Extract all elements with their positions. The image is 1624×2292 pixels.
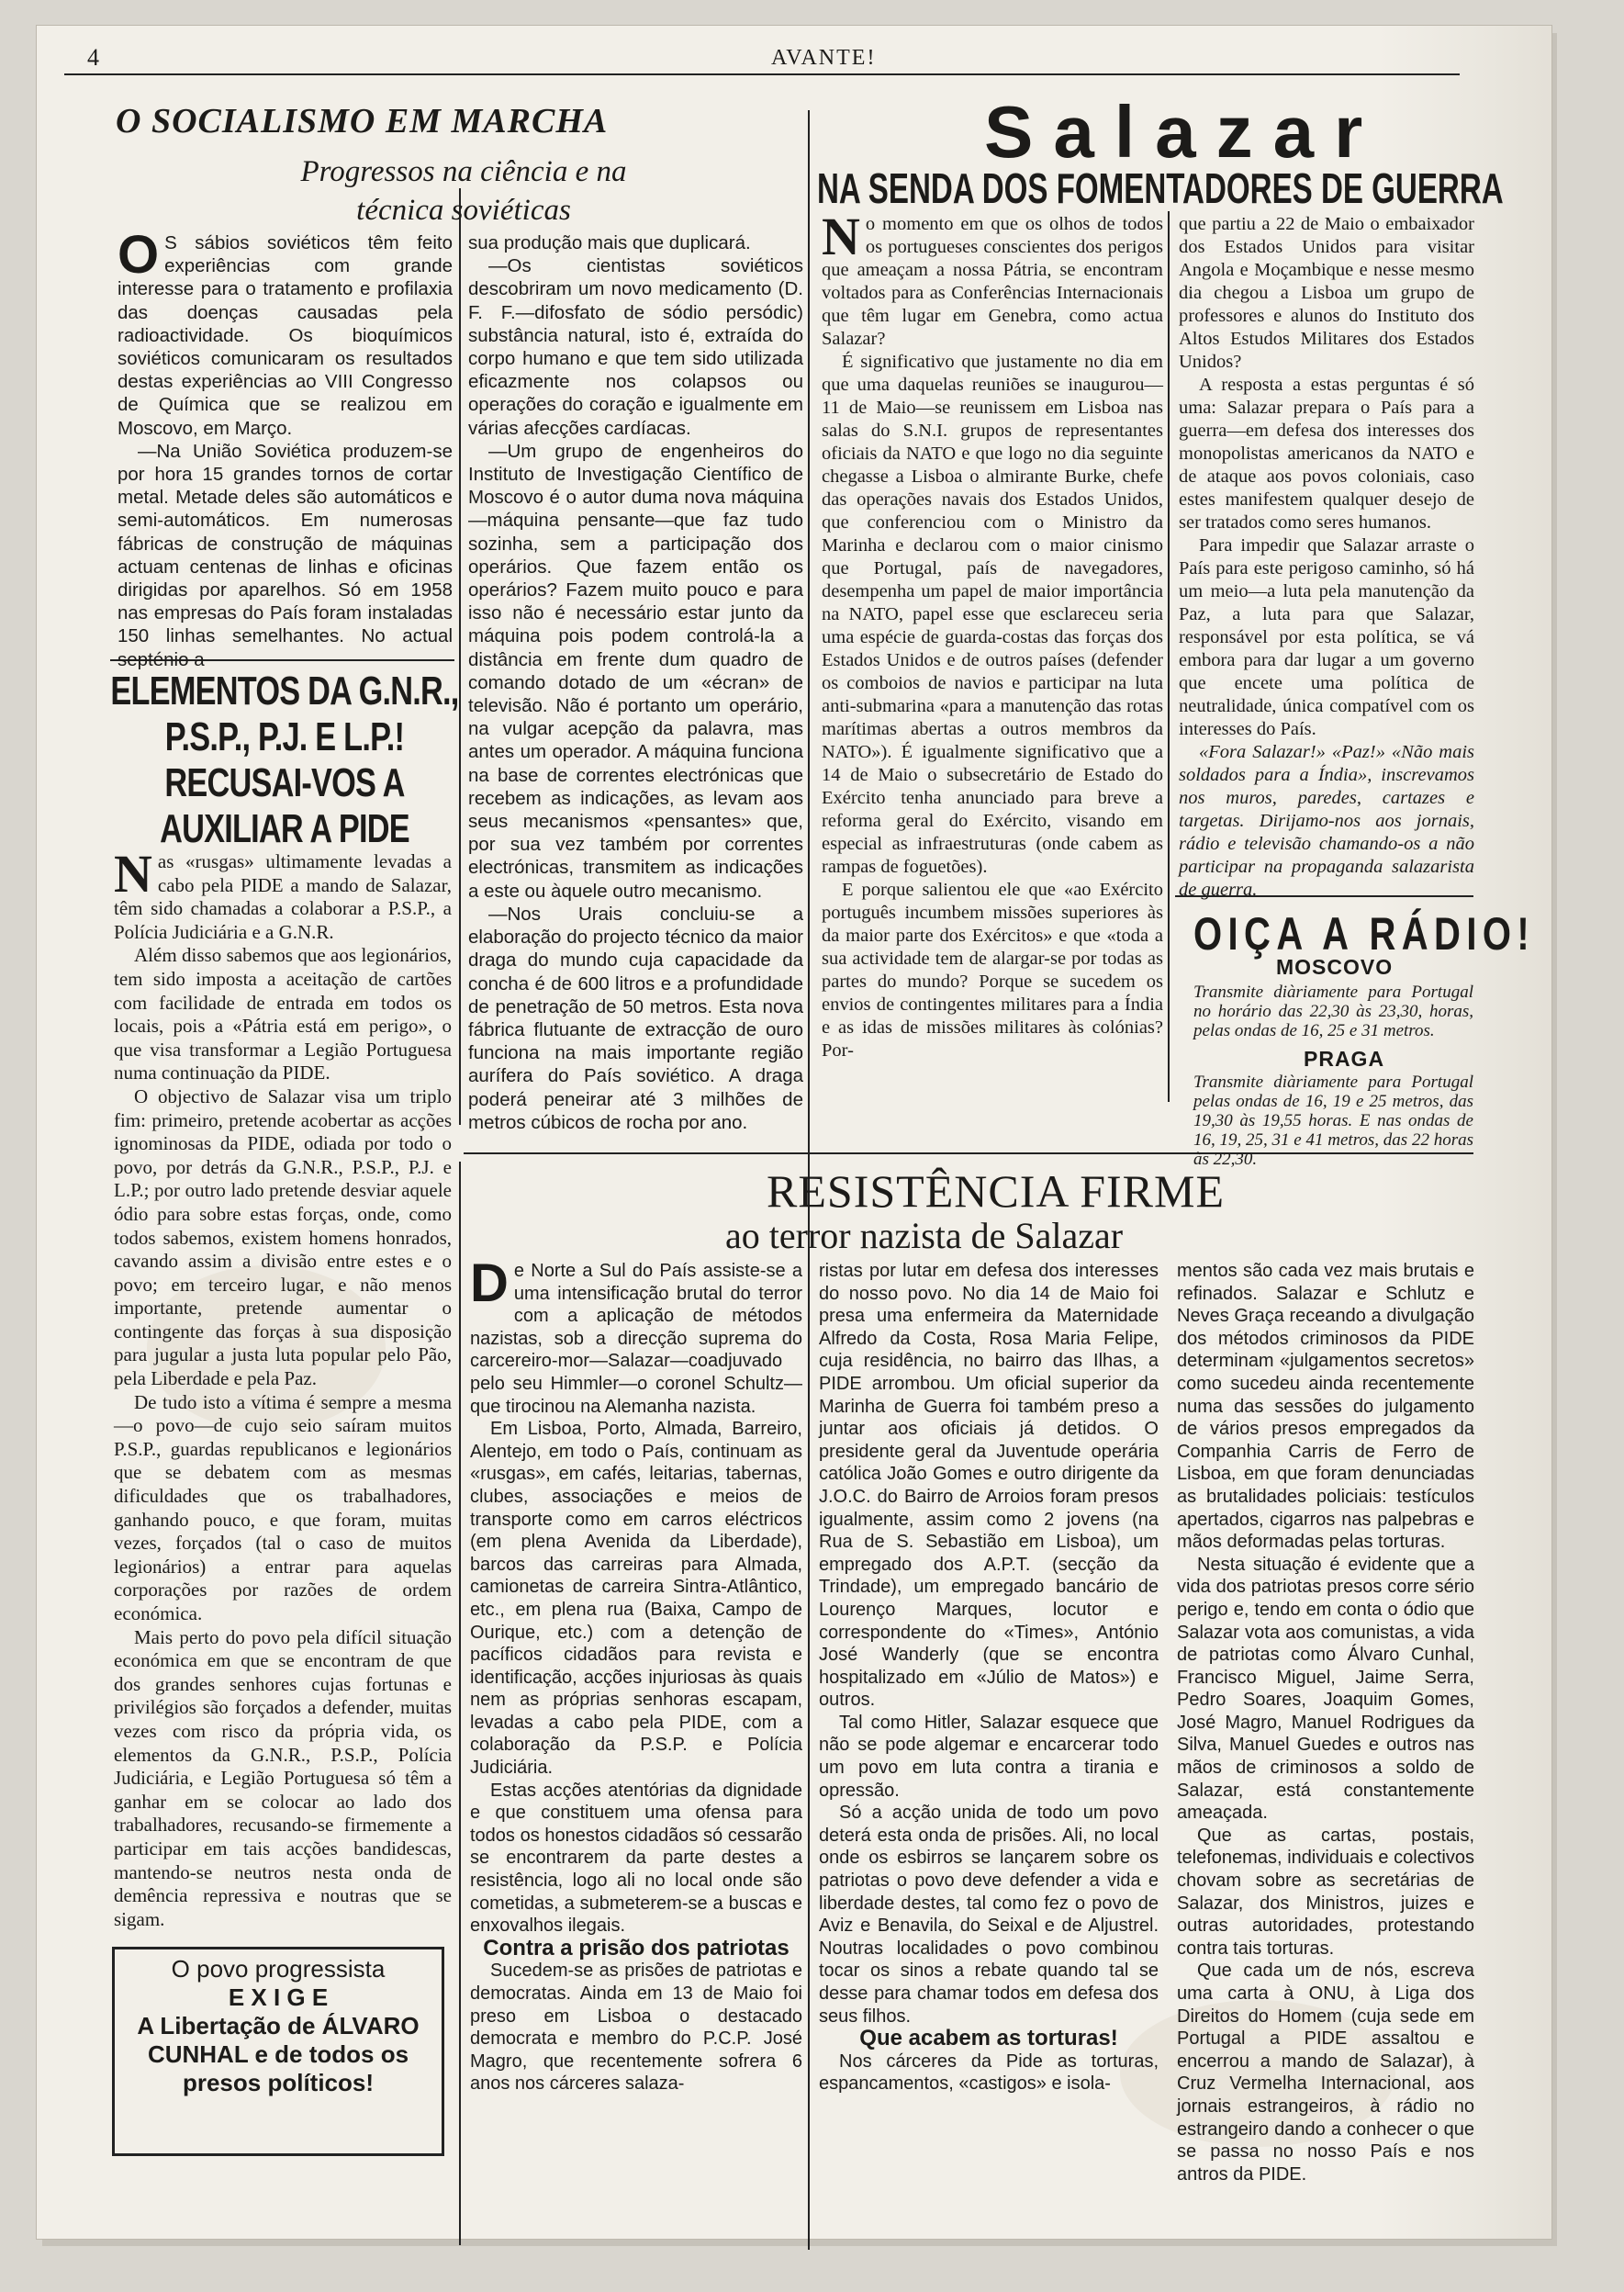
radio-title: OIÇA A RÁDIO!	[1193, 908, 1536, 960]
paragraph: e Norte a Sul do País assiste-se a uma intensificação brutal do terror com a aplicação de métodos nazistas, sob a direcção suprema do carcereiro-mor—Salazar—coadjuvado pelo seu Himmler—o coronel Schultz—que tirocinou na Alemanha nazista.	[470, 1261, 802, 1417]
paper-name: AVANTE!	[771, 46, 877, 70]
paragraph: Além disso sabemos que aos legionários, tem sido imposta a aceitação de cartões com facilidade de entrada em todos os locais, pois a «Pátria está em perigo», o que visa transformar a Legião Portuguesa numa continuação da PIDE.	[114, 944, 452, 1084]
salazar-title: Salazar	[984, 91, 1383, 173]
paragraph: Mais perto do povo pela difícil situação económica em que se encontram de que dos grandes senhores cujas fortunas e privilégios são forçados a defender, muitas vezes com risco da própria vida, os elementos da G.N.R., P.S.P., Polícia Judiciária, e Legião Portuguesa só têm a ganhar em se colocar ao lado dos trabalhadores, recusando-se firmemente a participar em tais acções bandidescas, mantendo-se neutros nesta onda de demência repressiva e noutras que se sigam.	[114, 1625, 452, 1930]
box-line: CUNHAL e de todos os	[147, 2040, 409, 2068]
resist-subtitle: ao terror nazista de Salazar	[725, 1215, 1124, 1256]
paragraph: S sábios soviéticos têm feito experiências com grande interesse para o tratamento e profilaxia das doenças causadas pela radioactividade. Os bioquímicos soviéticos comunicaram os resultados destas experiências ao VIII Congresso de Química que se realizou em Moscovo, em Março.	[118, 232, 453, 439]
radio-text-moscow: Transmite diàriamente para Portugal no horário das 22,30 às 23,30, horas, pelas ondas de 16, 25 e 31 metros.	[1193, 983, 1473, 1040]
page-number: 4	[87, 44, 99, 71]
paragraph: —Nos Urais concluiu-se a elaboração do projecto técnico da maior draga do mundo cuja capacidade da concha é de 600 litros e a profundidade de penetração de 50 metros. Esta nova fábrica flutuante de extracção de ouro funciona na mais importante região aurífera do País soviético. A draga poderá peneirar até 3 milhões de metros cúbicos de rocha por ano.	[468, 903, 803, 1133]
paragraph: —Os cientistas soviéticos descobriram um novo medicamento (D. F. F.—difosfato de sódio persódic) substância natural, isto é, extraída do corpo humano e que tem sido utilizada eficazmente nos colapsos ou operações do coração e igualmente em várias afecções cardíacas.	[468, 255, 803, 439]
paragraph: que partiu a 22 de Maio o embaixador dos Estados Unidos para visitar Angola e Moçambique e nesse mesmo dia chegou a Lisboa um grupo de professores e alunos do Instituto dos Altos Estudos Militares dos Estados Unidos?	[1179, 214, 1474, 372]
paragraph: O objectivo de Salazar visa um triplo fim: primeiro, pretende acobertar as acções ignominosas da PIDE, odiada por todo o povo, por detrás da G.N.R., P.S.P., P.J. e L.P.; por outro lado pretende desviar aquele ódio para sobre estas forças, onde, como todos sabemos, existem homens honrados, cavando assim a divisão entre estes e o povo; em terceiro lugar, e não menos importante, pretende aumentar o contingente das forças à sua disposição para jugular a justa luta popular pelo Pão, pela Liberdade e pela Paz.	[114, 1084, 452, 1390]
paragraph: sua produção mais que duplicará.	[468, 232, 751, 253]
paragraph: as «rusgas» ultimamente levadas a cabo pela PIDE a mando de Salazar, têm sido chamadas a colaborar a P.S.P., a Polícia Judiciária e a G.N.R.	[114, 850, 452, 943]
section-heading: Contra a prisão dos patriotas	[483, 1935, 790, 1961]
paragraph: Para impedir que Salazar arraste o País para este perigoso caminho, só há um meio—a luta pela manutenção da Paz, a luta para que Salazar, responsável por esta política, se vá embora para dar lugar a um governo que encete uma política de neutralidade, única compatível com os interesses do País.	[1179, 535, 1474, 739]
paragraph: mentos são cada vez mais brutais e refinados. Salazar e Schlutz e Neves Graça receando a divulgação dos métodos criminosos da PIDE determinam «julgamentos secretos» como sucedeu ainda recentemente numa das sessões do julgamento de vários presos empregados da Companhia Carris de Ferro de Lisboa, em que foram denunciadas as brutalidades policiais: testículos apertados, cigarros nas palpebras e mãos deformadas pelas torturas.	[1177, 1261, 1474, 1553]
paragraph: Que as cartas, postais, telefonemas, individuais e colectivos chovam sobre as secretárias de Salazar, dos Ministros, juizes e outras autoridades, protestando contra tais torturas.	[1177, 1825, 1474, 1959]
paragraph: Estas acções atentórias da dignidade e que constituem uma ofensa para todos os honestos cidadãos só cessarão se encontrarem da parte destes a resistência, logo ali no local onde são cometidas, a submeterem-se a buscas e enxovalhos ilegais.	[470, 1780, 802, 1937]
resist-column-1	[470, 1253, 802, 2095]
box-line: O povo progressista	[171, 1955, 386, 1983]
dropcap: N	[114, 844, 152, 904]
salazar-subtitle: NA SENDA DOS FOMENTADORES DE GUERRA	[817, 164, 1504, 212]
gnr-column	[114, 844, 452, 1931]
radio-city-moscow: MOSCOVO	[1276, 955, 1394, 979]
resist-column-2	[819, 1260, 1159, 2095]
salazar-column-2	[1179, 213, 1474, 902]
box-line: E X I G E	[228, 1983, 329, 2011]
paragraph: ristas por lutar em defesa dos interesses do nosso povo. No dia 14 de Maio foi presa uma enfermeira da Maternidade Alfredo da Costa, Rosa Maria Felipe, cuja residência, no bairro das Ilhas, a PIDE arrombou. Um oficial superior da Marinha de Guerra foi também preso a juntar aos oficiais já detidos. O presidente geral da Juventude operária católica João Gomes e outro dirigente da J.O.C. do Bairro de Arroios foram presos igualmente, assim como 2 jovens (na Rua de S. Sebastião em Lisboa), um empregado dos A.P.T. (secção da Trindade), um empregado bancário de Lourenço Marques, locutor e correspondente do «Times», António José Wanderly (que se encontra hospitalizado em «Júlio de Matos») e outros.	[819, 1261, 1159, 1711]
column-rule	[1168, 211, 1170, 1102]
paragraph: o momento em que os olhos de todos os portugueses conscientes dos perigos que ameaçam a nossa Pátria, se encontram voltados para as Conferências Internacionais que têm lugar em Genebra, como actua Salazar?	[822, 214, 1163, 349]
box-line: A Libertação de ÁLVARO	[137, 2012, 420, 2039]
paragraph: —Um grupo de engenheiros do Instituto de Investigação Científico de Moscovo é o autor duma nova máquina—máquina pensante—que faz tudo sozinha, sem a participação dos operários. Que fazem então os operários? Fazem muito pouco e para isso não é necessário estar junto da máquina pois podem controlá-la a distância em frente dum quadro de comando dotado de um «écran» de televisão. Não é portanto um operário, na vulgar acepção da palavra, mas antes um operador. A máquina funciona na base de correntes electrónicas que recebem as indicações, as levam aos seus mecanismos «pensantes» que, por sua vez também por correntes electrónicas, transmitem as indicações a este ou àquele outro mecanismo.	[468, 440, 803, 902]
section-heading: Que acabem as torturas!	[859, 2026, 1118, 2051]
radio-text-prague: Transmite diàriamente para Portugal pelas ondas de 16, 19 e 25 metros, das 19,30 às 19,55 horas. E nas ondas de 16, 19, 25, 31 e 41 metros, das 22 horas às 22,30.	[1193, 1073, 1473, 1169]
paragraph: E porque salientou ele que «ao Exército português incumbem missões superiores às da maior parte dos Exércitos» e que «toda a sua actividade tem de alargar-se por todas as partes do mundo? Porque se sucedem os envios de contingentes militares para a Índia e as idas de missões militares às colónias? Por-	[822, 880, 1163, 1061]
paragraph: «Fora Salazar!» «Paz!» «Não mais soldados para a Índia», inscrevamos nos muros, paredes, cartazes e targetas. Dirijamo-nos aos jornais, rádio e televisão chamando-os a não participar na propaganda salazarista de guerra.	[1179, 742, 1474, 900]
socialism-column-1	[118, 225, 453, 671]
resist-title: RESISTÊNCIA FIRME	[767, 1165, 1226, 1217]
paragraph: Nos cárceres da Pide as torturas, espancamentos, «castigos» e isola-	[819, 2050, 1159, 2095]
paragraph: Que cada um de nós, escreva uma carta à ONU, à Liga dos Direitos do Homem (cuja sede em Portugal a PIDE assaltou e encerrou a mando de Salazar), à Cruz Vermelha Internacional, aos jornais estrangeiros, à rádio no estrangeiro dando a conhecer o que se passa no nosso País e nos antros da PIDE.	[1177, 1961, 1474, 2185]
column-rule	[459, 188, 461, 1125]
socialism-kicker: O SOCIALISMO EM MARCHA	[116, 102, 609, 140]
dropcap: D	[470, 1253, 509, 1313]
socialism-column-2	[468, 231, 803, 1134]
paragraph: Em Lisboa, Porto, Almada, Barreiro, Alentejo, em todo o País, continuam as «rusgas», em cafés, leitarias, tabernas, clubes, associações e meios de transporte como em carros eléctricos (em plena Avenida da Liberdade), barcos das carreiras para Almada, camionetas de carreira Sintra-Atlântico, etc., em plena rua (Baixa, Campo de Ourique, etc.) com a detenção de pacíficos cidadãos para revista e identificação, acções injuriosas às quais nem as próprias senhoras escapam, levadas a cabo pela PIDE, com a colaboração da P.S.P. e Polícia Judiciária.	[470, 1419, 802, 1779]
socialism-subtitle-line1: Progressos na ciência e na	[300, 155, 627, 188]
header-rule	[64, 73, 1460, 75]
paragraph: Tal como Hitler, Salazar esquece que não se pode algemar e encarcerar todo um povo em luta contra a tirania e opressão.	[819, 1712, 1159, 1801]
paragraph: Sucedem-se as prisões de patriotas e democratas. Ainda em 13 de Maio foi preso em Lisboa o destacado democrata e membro do P.C.P. José Magro, que recentemente sofrera 6 anos nos cárceres salaza-	[470, 1961, 802, 2095]
cunhal-box	[112, 1947, 444, 2156]
paragraph: Só a acção unida de todo um povo deterá esta onda de prisões. Ali, no local onde os esbirros se lançarem sobre os patriotas o povo deve defender a vida e liberdade destes, tal como fez o povo de Aviz e Benavila, do Seixal e de Aljustrel. Noutras localidades o povo combinou tocar os sinos a rebate quando tal se desse para chamar todos em defesa dos seus filhos.	[819, 1803, 1159, 2027]
box-line: presos políticos!	[182, 2069, 375, 2096]
salazar-column-1	[822, 207, 1163, 1062]
paragraph: —Na União Soviética produzem-se por hora 15 grandes tornos de cortar metal. Metade deles são automáticos e semi-automáticos. Em numerosas fábricas de construção de máquinas actuam centenas de linhas e oficinas dirigidas por aparelhos. Só em 1958 nas empresas do País foram instaladas 150 linhas semelhantes. No actual septénio a	[118, 440, 453, 670]
paragraph: A resposta a estas perguntas é só uma: Salazar prepara o País para a guerra—em defesa dos interesses dos monopolistas americanos da NATO e de ataque aos povos coloniais, caso estes manifestem qualquer desejo de ser tratados como seres humanos.	[1179, 375, 1474, 533]
gnr-headline: ELEMENTOS DA G.N.R., P.S.P., P.J. E L.P.! RECUSAI-VOS A AUXILIAR A PIDE	[110, 668, 459, 851]
paragraph: Nesta situação é evidente que a vida dos patriotas presos corre sério perigo e, tendo em conta o ódio que Salazar vota aos comunistas, a vida de patriotas como Álvaro Cunhal, Francisco Miguel, Jaime Serra, Pedro Soares, Joaquim Gomes, José Magro, Manuel Rodrigues da Silva, Manuel Guedes e outros nas mãos de criminosos a soldo de Salazar, está constantemente ameaçada.	[1177, 1554, 1474, 1824]
paragraph: É significativo que justamente no dia em que uma daquelas reuniões se inaugurou—11 de Maio—se reunissem em Lisboa nas salas do S.N.I. grupos de representantes oficiais da NATO e que logo no dia seguinte chegasse a Lisboa o almirante Burke, chefe das operações navais dos Estados Unidos, que conferenciou com o Ministro da Marinha e declarou com o maior cinismo que Portugal, país de navegadores, desempenha um papel de maior importância na NATO, papel esse que esclareceu seria uma espécie de guarda-costas das forças dos Estados Unidos e de outros países (defender os comboios de navios e participar na luta anti-submarina «para a manutenção das rotas marítimas abertas a outros membros da NATO»). É igualmente significativo que a 14 de Maio o subsecretário de Estado do Exército tenha anunciado para breve a reforma geral do Exército, visando em especial as infraestruturas (onde cabem as rampas de foguetões).	[822, 352, 1163, 877]
column-rule	[459, 1162, 461, 2245]
resist-column-3	[1177, 1260, 1474, 2185]
radio-city-prague: PRAGA	[1304, 1047, 1385, 1071]
paragraph: De tudo isto a vítima é sempre a mesma—o povo—de cujo seio saíram muitos P.S.P., guardas republicanos e legionários que se debatem com as mesmas dificuldades que os trabalhadores, ganhando pouco, e que foram, muitas vezes, forçados (tal o caso de muitos legionários) a entrar para aquelas corporações por razões de ordem económica.	[114, 1390, 452, 1624]
socialism-subtitle-line2: técnica soviéticas	[356, 194, 571, 227]
dropcap: N	[822, 207, 860, 266]
dropcap: O	[118, 225, 160, 285]
